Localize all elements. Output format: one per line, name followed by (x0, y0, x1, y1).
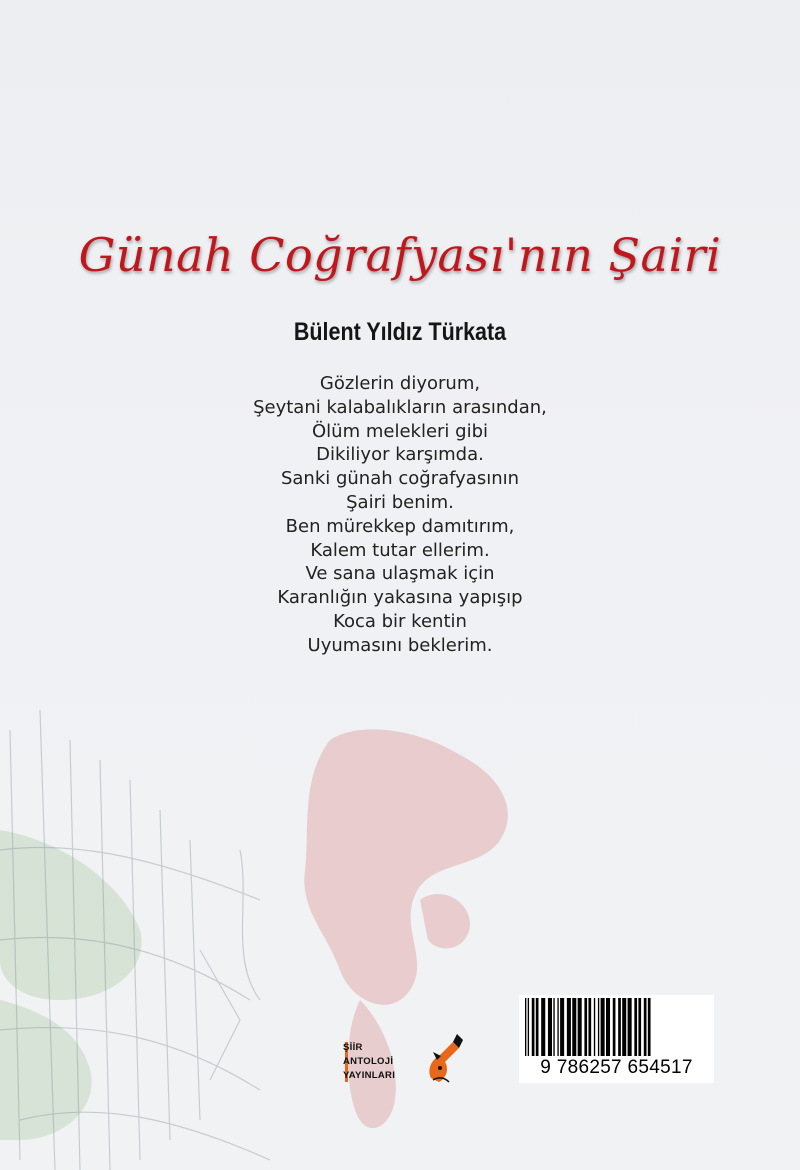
publisher-line-3: YAYINLARI (343, 1070, 396, 1081)
barcode-bar (536, 998, 539, 1056)
fox-pen-icon (423, 1032, 465, 1086)
barcode-bar (648, 998, 651, 1056)
publisher-line-1: ŞİİR (343, 1042, 363, 1053)
author-name: Bülent Yıldız Türkata (293, 318, 507, 346)
isbn-barcode (519, 995, 714, 1083)
poem-line: Gözlerin diyorum, (319, 373, 481, 394)
barcode-bar (638, 998, 641, 1056)
barcode-bar (578, 998, 582, 1056)
barcode-bar (560, 998, 564, 1056)
barcode-bar (525, 998, 526, 1056)
barcode-bar (553, 998, 554, 1056)
poem-line: Dikiliyor karşımda. (316, 444, 484, 466)
barcode-bar (532, 998, 535, 1056)
barcode-bar (541, 998, 545, 1056)
publisher-line-2: ANTOLOJİ (343, 1056, 394, 1067)
poem-line: Ve sana ulaşmak için (305, 563, 495, 585)
barcode-bar (588, 998, 591, 1056)
barcode-bar (548, 998, 552, 1056)
barcode-bar (567, 998, 571, 1056)
poem-line: Koca bir kentin (333, 610, 467, 632)
barcode-bar (594, 998, 595, 1056)
poem-line: Uyumasını beklerim. (307, 634, 493, 656)
poem (0, 372, 800, 658)
barcode-bar (606, 998, 610, 1056)
barcode-bar (557, 998, 558, 1056)
barcode-bar (572, 998, 576, 1056)
barcode-bar (598, 998, 599, 1056)
poem-line: Ölüm melekleri gibi (312, 420, 488, 442)
barcode-bar (601, 998, 605, 1056)
poem-line: Kalem tutar ellerim. (310, 539, 490, 561)
barcode-bar (618, 998, 621, 1056)
background-map-art (0, 700, 800, 1170)
barcode-bars (523, 998, 710, 1056)
poem-line: Karanlığın yakasına yapışıp (277, 587, 523, 609)
poem-line: Ben mürekkep damıtırım, (285, 515, 515, 537)
poem-line: Şairi benim. (346, 491, 454, 513)
isbn-number: 9 786257 654517 (540, 1057, 693, 1078)
barcode-bar (622, 998, 626, 1056)
barcode-bar (528, 998, 529, 1056)
barcode-bar (634, 998, 637, 1056)
book-title: Günah Coğrafyası'nın Şairi (78, 228, 722, 282)
poem-line: Şeytani kalabalıkların arasından, (253, 396, 547, 418)
barcode-bar (613, 998, 616, 1056)
barcode-bar (628, 998, 632, 1056)
publisher-logo (343, 1032, 465, 1088)
barcode-bar (584, 998, 587, 1056)
barcode-bar (644, 998, 647, 1056)
poem-line: Sanki günah coğrafyasının (280, 468, 520, 490)
